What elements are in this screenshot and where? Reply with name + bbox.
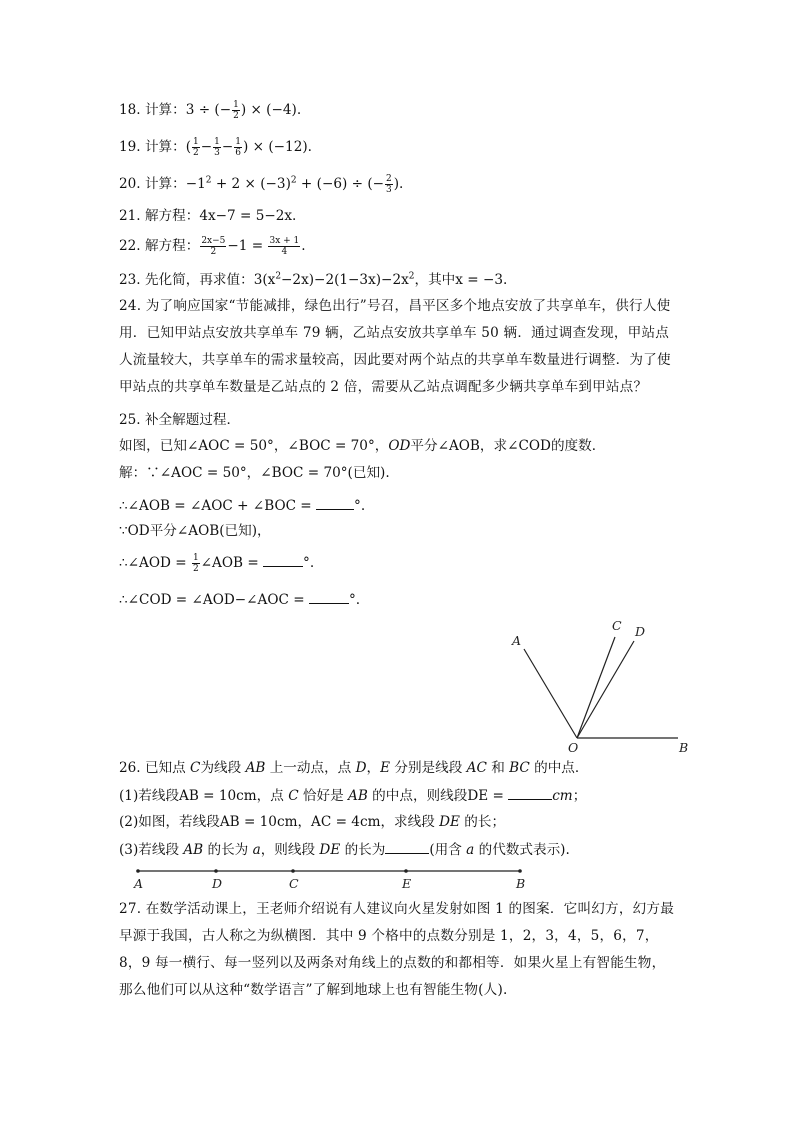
q19-expr-b: ) × (−12).	[243, 139, 312, 155]
q25-line5-b: °.	[348, 592, 361, 608]
q25-line2-b: °.	[354, 498, 366, 514]
q19-fraction-2	[213, 137, 221, 158]
q26-l1-d: 上一动点，点	[265, 760, 356, 776]
q25-line4-a: ∴∠AOD =	[119, 555, 191, 571]
q26-line-2	[119, 785, 586, 806]
label-d: D	[635, 624, 646, 639]
label-o: O	[568, 740, 579, 755]
q25-blank-3[interactable]	[309, 589, 349, 604]
q19-f1-num: 1	[193, 137, 199, 147]
q26-line-1	[119, 758, 588, 778]
q22-f2-den: 4	[281, 247, 288, 257]
question-27: 27. 在数学活动课上，王老师介绍说有人建议向火星发射如图 1 的图案．它叫幻方，幻方最早源于我国，古人称之为纵横图．其中 9 个格中的点数分别是 1，2，3，4，5，6，7，8，9 每一横行、每一竖列以及两条对角线上的点数的和都相等．如果火星上有智能生物，那么他们可以从这种“数学语言”了解到地球上也有智能生物(人).	[119, 901, 674, 998]
q19-fraction-1	[192, 137, 200, 158]
q26-l3-de: DE	[439, 814, 460, 830]
q20-fraction	[385, 174, 393, 195]
q25-half-den: 2	[192, 564, 199, 574]
seg-label-e: E	[402, 876, 412, 891]
q22-mid: −1 =	[227, 238, 268, 254]
point-b	[518, 869, 522, 873]
q25-prompt	[119, 436, 605, 456]
q25-prompt-od: OD	[388, 438, 411, 454]
q20-frac-den: 3	[386, 185, 392, 195]
q23-exp-2: 2	[408, 271, 415, 282]
q26-l4-e: (用含	[429, 842, 467, 858]
q20-exp-1: 2	[205, 175, 212, 186]
q19-minus-2: −	[221, 139, 234, 155]
question-23	[119, 270, 507, 290]
q22-label: 22. 解方程：	[119, 238, 200, 254]
q22-f1-den: 2	[210, 247, 217, 257]
q25-prompt-b: 平分∠AOB，求∠COD的度数．	[410, 438, 606, 454]
q26-l4-c: ，则线段	[260, 842, 320, 858]
q26-l1-D: D	[355, 760, 367, 776]
ray-oa	[524, 649, 577, 738]
q25-blank-2[interactable]	[263, 552, 303, 567]
q20-label: 20. 计算：	[119, 176, 186, 192]
q26-l4-de: DE	[319, 842, 341, 858]
question-20	[119, 174, 403, 195]
q26-l3-a: (2)如图，若线段AB = 10cm，AC = 4cm，求线段	[119, 814, 440, 830]
q22-f1-num: 2x−5	[201, 236, 226, 246]
q26-l1-b: 为线段	[200, 760, 246, 776]
q25-title: 25. 补全解题过程．	[119, 412, 241, 428]
seg-label-a: A	[134, 876, 144, 891]
q25-prompt-a: 如图，已知∠AOC = 50°，∠BOC = 70°，	[119, 438, 389, 454]
q23-expr-b: −2x)−2(1−3x)−2x	[281, 272, 409, 288]
angle-figure	[500, 612, 700, 762]
seg-label-c: C	[289, 876, 299, 891]
q19-fraction-3	[234, 137, 242, 158]
point-e	[404, 869, 408, 873]
q26-l1-ab: AB	[245, 760, 266, 776]
label-c: C	[612, 618, 622, 633]
ray-oc	[577, 637, 615, 738]
q19-open-paren: (	[185, 139, 192, 155]
q22-tail: .	[301, 238, 306, 254]
q25-line-5	[119, 589, 360, 610]
q26-l2-d: 的中点，则线段DE =	[367, 788, 509, 804]
q20-expr-a: −1	[185, 176, 206, 192]
q23-expr-c: ，其中x = −3.	[414, 272, 508, 288]
q26-l2-c: C	[288, 788, 299, 804]
q19-minus-1: −	[200, 139, 213, 155]
q25-line4-c: °.	[303, 555, 315, 571]
q20-expr-d: ).	[393, 176, 404, 192]
q26-l1-g: 和	[486, 760, 510, 776]
q26-l3-b: 的长；	[459, 814, 506, 830]
q25-half-fraction	[192, 553, 200, 574]
q20-exp-2: 2	[290, 175, 297, 186]
q20-expr-c: + (−6) ÷ (−	[296, 176, 385, 192]
point-a	[136, 869, 140, 873]
q18-fraction	[232, 100, 240, 121]
point-c	[291, 869, 295, 873]
q26-l1-h: 的中点．	[529, 760, 589, 776]
point-d	[214, 869, 218, 873]
q25-line-1: 解：∵∠AOC = 50°，∠BOC = 70°(已知).	[119, 465, 390, 481]
q25-half-num: 1	[192, 553, 199, 563]
q23-expr-a: 23. 先化简，再求值：3(x	[119, 272, 276, 288]
q25-line-3: ∵OD平分∠AOB(已知)，	[119, 523, 271, 539]
q26-l4-ab: AB	[183, 842, 204, 858]
q18-frac-den: 2	[233, 111, 239, 121]
q18-label: 18. 计算：	[119, 102, 186, 118]
q25-line-4	[119, 552, 314, 574]
q26-l4-var2: a	[466, 842, 475, 858]
q26-l4-b: 的长为	[203, 842, 253, 858]
q18-expr-a: 3 ÷ (−	[185, 102, 232, 118]
q26-l2-ab: AB	[348, 788, 368, 804]
segment-figure	[128, 862, 538, 892]
q19-f3-den: 6	[235, 148, 242, 158]
q26-l1-ac: AC	[466, 760, 487, 776]
q25-blank-1[interactable]	[316, 495, 354, 510]
q26-l1-e: ，	[366, 760, 381, 776]
q22-f2-num: 3x + 1	[269, 236, 300, 246]
q26-l1-f: 分别是线段	[390, 760, 467, 776]
q26-l4-var: a	[252, 842, 261, 858]
q23-exp-1: 2	[275, 271, 282, 282]
q19-f2-num: 1	[214, 137, 220, 147]
q26-l1-bc: BC	[509, 760, 530, 776]
q19-label: 19. 计算：	[119, 139, 186, 155]
q18-expr-b: ) × (−4).	[240, 102, 302, 118]
q19-f2-den: 3	[214, 148, 220, 158]
q26-line-3	[119, 812, 505, 832]
q18-frac-num: 1	[233, 100, 239, 110]
seg-label-b: B	[516, 876, 526, 891]
question-21: 21. 解方程：4x−7 = 5−2x.	[119, 208, 297, 224]
question-18	[119, 100, 301, 121]
q26-line-4	[119, 839, 570, 860]
label-a: A	[512, 633, 522, 648]
seg-label-d: D	[212, 876, 223, 891]
q26-l2-unit: cm	[552, 788, 573, 804]
question-22	[119, 236, 306, 257]
q22-fraction-1	[200, 236, 226, 257]
q26-l4-d: 的长为	[340, 842, 386, 858]
q26-blank-2[interactable]	[385, 839, 429, 854]
q26-l2-b: 恰好是	[298, 788, 349, 804]
q20-frac-num: 2	[386, 174, 392, 184]
q26-l2-e: ；	[572, 788, 587, 804]
label-b: B	[679, 740, 689, 755]
q26-l1-E: E	[380, 760, 391, 776]
q20-expr-b: + 2 × (−3)	[211, 176, 291, 192]
q26-l2-a: (1)若线段AB = 10cm，点	[119, 788, 289, 804]
q19-f3-num: 1	[235, 137, 242, 147]
ray-od	[577, 641, 634, 738]
q26-l4-f: 的代数式表示).	[474, 842, 570, 858]
q19-f1-den: 2	[193, 148, 199, 158]
q26-l4-a: (3)若线段	[119, 842, 184, 858]
q22-fraction-2	[268, 236, 300, 257]
q26-blank-1[interactable]	[508, 785, 552, 800]
question-19	[119, 137, 312, 158]
q26-l1-c: C	[190, 760, 201, 776]
q25-line-2	[119, 495, 365, 516]
q25-line4-b: ∠AOB =	[200, 555, 264, 571]
q25-line5-a: ∴∠COD = ∠AOD−∠AOC =	[119, 592, 309, 608]
question-24: 24. 为了响应国家“节能减排，绿色出行”号召，昌平区多个地点安放了共享单车，供行人使用．已知甲站点安放共享单车 79 辆，乙站点安放共享单车 50 辆．通过调查发现，甲站点人流量较大，共享单车的需求量较高，因此要对两个站点的共享单车数量进行调整．为了使甲站点的共享单车数量是乙站点的 2 倍，需要从乙站点调配多少辆共享单车到甲站点？	[119, 298, 671, 395]
q26-l1-a: 26. 已知点	[119, 760, 191, 776]
q25-line2-a: ∴∠AOB = ∠AOC + ∠BOC =	[119, 498, 317, 514]
